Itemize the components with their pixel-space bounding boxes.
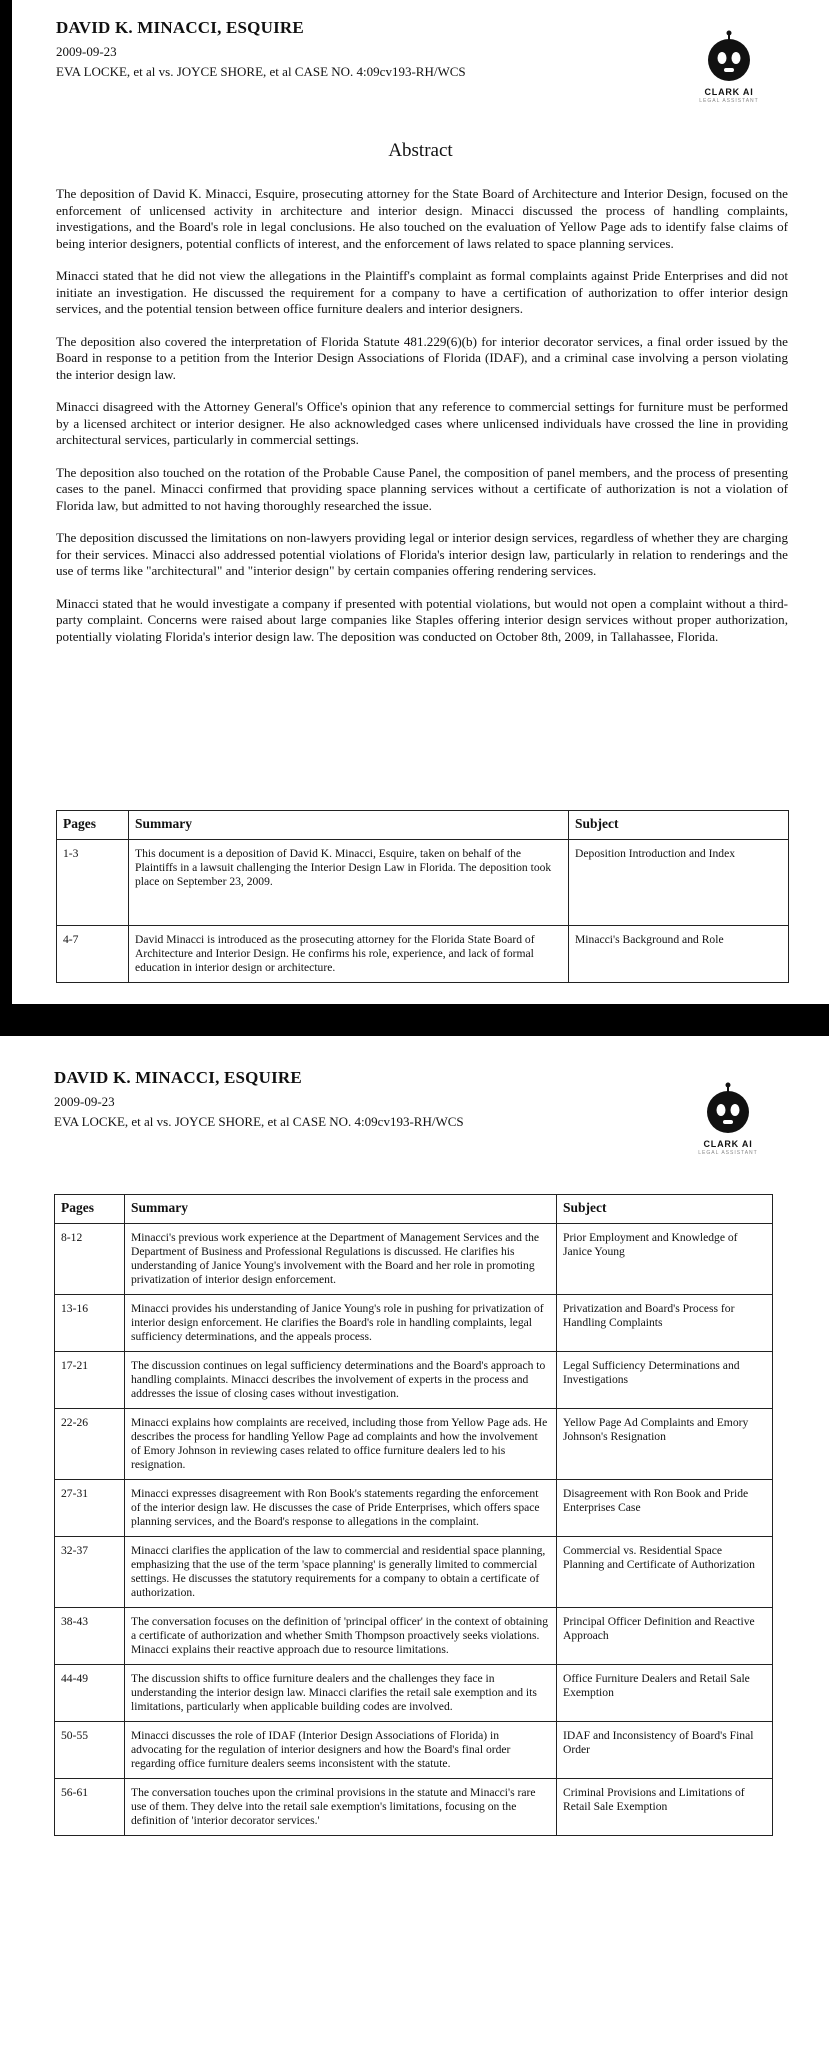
pages-cell: 13-16 [55,1295,125,1352]
table-row [55,1722,773,1779]
table-row [55,1352,773,1409]
logo-tagline: LEGAL ASSISTANT [698,1150,758,1156]
pages-cell: 50-55 [55,1722,125,1779]
subject-cell: Disagreement with Ron Book and Pride Enterprises Case [557,1480,773,1537]
pages-cell: 44-49 [55,1665,125,1722]
case-caption: EVA LOCKE, et al vs. JOYCE SHORE, et al CASE NO. 4:09cv193-RH/WCS [54,1114,464,1129]
table-row [55,1665,773,1722]
table-row [57,926,789,983]
summary-cell: The conversation focuses on the definition of 'principal officer' in the context of obtaining a certificate of authorization and whether Smith Thompson proactively seeks violations. Minacci explains their reactive approach due to resource limitations. [125,1608,557,1665]
summary-header: Summary [125,1195,557,1224]
pages-cell: 22-26 [55,1409,125,1480]
subject-cell: Principal Officer Definition and Reactive Approach [557,1608,773,1665]
logo-name: CLARK AI [704,87,754,97]
robot-icon [703,1082,753,1136]
abstract-title: Abstract [388,140,453,161]
summary-cell: Minacci discusses the role of IDAF (Interior Design Associations of Florida) in advocating for the regulation of interior designers and how the Board's final order regarding office furniture dealers seems inconsistent with the statute. [125,1722,557,1779]
pages-cell: 8-12 [55,1224,125,1295]
abstract-paragraph: Minacci stated that he did not view the allegations in the Plaintiff's complaint as formal complaints against Pride Enterprises and did not initiate an investigation. He discussed the requirement for a company to have a certification of authorization to offer interior design services, and the potential tension between office furniture dealers and interior designers. [56,268,788,316]
robot-icon [704,30,754,84]
pages-header: Pages [55,1195,125,1224]
deponent-name: DAVID K. MINACCI, ESQUIRE [54,1068,302,1087]
summary-header: Summary [129,811,569,840]
pages-header: Pages [57,811,129,840]
subject-cell: Prior Employment and Knowledge of Janice Young [557,1224,773,1295]
table-row [55,1409,773,1480]
logo-name: CLARK AI [703,1139,753,1149]
subject-cell: IDAF and Inconsistency of Board's Final Order [557,1722,773,1779]
abstract-paragraph: The deposition also touched on the rotation of the Probable Cause Panel, the composition of panel members, and the process of presenting cases to the panel. Minacci confirmed that providing space planning services without a certificate of authorization is not a violation of Florida law, but admitted to not having thoroughly researched the issue. [56,464,788,513]
abstract-paragraph: Minacci disagreed with the Attorney General's Office's opinion that any reference to commercial settings for furniture must be performed by a licensed architect or interior designer. He also acknowledged cases where unlicensed individuals have crossed the line in providing architectural services, particularly in commercial settings. [56,399,788,447]
subject-cell: Privatization and Board's Process for Handling Complaints [557,1295,773,1352]
summary-cell: Minacci's previous work experience at the Department of Management Services and the Department of Business and Professional Regulations is discussed. He clarifies his understanding of Janice Young's involvement with the Board and her role in promoting privatization of interior design enforcement. [125,1224,557,1295]
summary-cell: The discussion continues on legal sufficiency determinations and the Board's approach to handling complaints. Minacci describes the involvement of experts in the process and addresses the issue of closing cases without investigation. [125,1352,557,1409]
subject-cell: Criminal Provisions and Limitations of Retail Sale Exemption [557,1779,773,1836]
table-row [55,1779,773,1836]
summary-cell: Minacci provides his understanding of Janice Young's role in pushing for privatization of interior design enforcement. He clarifies the Board's role in handling complaints, legal sufficiency determinations, and the appeals process. [125,1295,557,1352]
summary-cell: The discussion shifts to office furniture dealers and the challenges they face in understanding the interior design law. Minacci clarifies the retail sale exemption and its limitations, particularly when applicable building codes are involved. [125,1665,557,1722]
abstract-body [56,186,788,661]
summary-cell: Minacci clarifies the application of the law to commercial and residential space planning, emphasizing that the use of the term 'space planning' is generally limited to commercial settings. He discusses the statutory requirements for a company to obtain a certificate of authorization. [125,1537,557,1608]
pages-cell: 32-37 [55,1537,125,1608]
pages-cell: 4-7 [57,926,129,983]
abstract-paragraph: The deposition of David K. Minacci, Esquire, prosecuting attorney for the State Board of Architecture and Interior Design, focused on the enforcement of unlicensed activity in architecture and interior design. Minacci discussed the process of handling complaints, investigations, and the Board's role in legal conclusions. He also touched on the evaluation of Yellow Page ads to identify false claims of being interior designers, potential conflicts of interest, and the enforcement of laws related to space planning services. [56,186,788,251]
deposition-date: 2009-09-23 [56,44,117,59]
page-1 [12,0,829,1004]
pages-cell: 38-43 [55,1608,125,1665]
table-row [55,1295,773,1352]
subject-cell: Deposition Introduction and Index [569,840,789,926]
pages-cell: 27-31 [55,1480,125,1537]
pages-cell: 1-3 [57,840,129,926]
table-row [55,1224,773,1295]
abstract-paragraph: The deposition also covered the interpretation of Florida Statute 481.229(6)(b) for interior decorator services, a final order issued by the Board in response to a petition from the Interior Design Associations of Florida (IDAF), and a criminal case involving a person violating the interior design law. [56,333,788,382]
pages-cell: 56-61 [55,1779,125,1836]
summary-cell: Minacci expresses disagreement with Ron Book's statements regarding the enforcement of the interior design law. He discusses the case of Pride Enterprises, which offers space planning services, and the Board's response to allegations in the complaint. [125,1480,557,1537]
logo-tagline: LEGAL ASSISTANT [699,98,759,104]
deponent-name: DAVID K. MINACCI, ESQUIRE [56,18,304,37]
table-header-row [57,811,789,840]
table-row [55,1480,773,1537]
summary-table [56,810,789,983]
subject-cell: Legal Sufficiency Determinations and Investigations [557,1352,773,1409]
table-row [57,840,789,926]
abstract-paragraph: Minacci stated that he would investigate a company if presented with potential violations, but would not open a complaint without a third-party complaint. Concerns were raised about large companies like Staples offering interior design services without proper authorization, potentially violating Florida's interior design law. The deposition was conducted on October 8th, 2009, in Tallahassee, Florida. [56,595,788,644]
deposition-date: 2009-09-23 [54,1094,115,1109]
clark-ai-logo [683,1082,773,1156]
subject-cell: Minacci's Background and Role [569,926,789,983]
table-row [55,1608,773,1665]
subject-header: Subject [569,811,789,840]
document-header [54,1068,464,1130]
case-caption: EVA LOCKE, et al vs. JOYCE SHORE, et al CASE NO. 4:09cv193-RH/WCS [56,64,466,79]
table-row [55,1537,773,1608]
document-header [56,18,466,80]
subject-cell: Yellow Page Ad Complaints and Emory Johnson's Resignation [557,1409,773,1480]
summary-table [54,1194,773,1836]
pages-cell: 17-21 [55,1352,125,1409]
summary-cell: David Minacci is introduced as the prosecuting attorney for the Florida State Board of Architecture and Interior Design. He confirms his role, experience, and lack of formal education in interior design or architecture. [129,926,569,983]
table-header-row [55,1195,773,1224]
summary-cell: The conversation touches upon the criminal provisions in the statute and Minacci's rare use of them. They delve into the retail sale exemption's limitations, focusing on the definition of 'interior decorator services.' [125,1779,557,1836]
subject-cell: Commercial vs. Residential Space Planning and Certificate of Authorization [557,1537,773,1608]
clark-ai-logo [684,30,774,104]
subject-header: Subject [557,1195,773,1224]
summary-cell: This document is a deposition of David K. Minacci, Esquire, taken on behalf of the Plaintiffs in a lawsuit challenging the Interior Design Law in Florida. The deposition took place on September 23, 2009. [129,840,569,926]
abstract-paragraph: The deposition discussed the limitations on non-lawyers providing legal or interior design services, regardless of whether they are charging for their services. Minacci also addressed potential violations of Florida's interior design law, particularly in relation to renderings and the use of terms like "architectural" and "interior design" by certain companies offering rendering services. [56,530,788,578]
subject-cell: Office Furniture Dealers and Retail Sale Exemption [557,1665,773,1722]
summary-cell: Minacci explains how complaints are received, including those from Yellow Page ads. He describes the process for handling Yellow Page ad complaints and how the involvement of Emory Johnson in reviewing cases related to office furniture dealers led to his resignation. [125,1409,557,1480]
